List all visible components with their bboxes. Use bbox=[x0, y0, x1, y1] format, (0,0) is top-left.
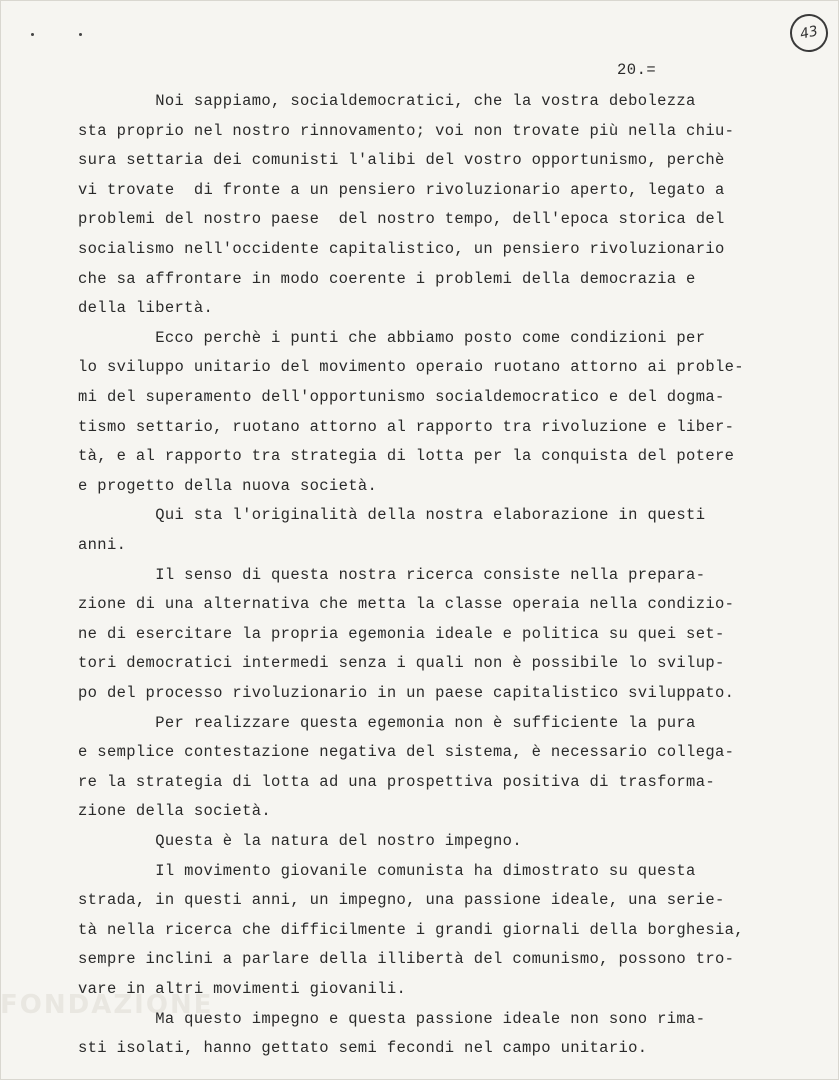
text-line: sta proprio nel nostro rinnovamento; voi non trovate più nella chiu- bbox=[78, 121, 735, 140]
text-line: tori democratici intermedi senza i quali non è possibile lo svilup- bbox=[78, 654, 725, 673]
text-line: tà, e al rapporto tra strategia di lotta per la conquista del potere bbox=[78, 447, 735, 466]
text-line: socialismo nell'occidente capitalistico, un pensiero rivoluzionario bbox=[78, 240, 725, 258]
text-line: Questa è la natura del nostro impegno. bbox=[78, 832, 522, 850]
text-line: ne di esercitare la propria egemonia ideale e politica su quei set- bbox=[78, 624, 725, 643]
text-line: Noi sappiamo, socialdemocratici, che la vostra debolezza bbox=[78, 92, 696, 110]
archive-page-stamp bbox=[786, 10, 831, 55]
text-line: Il movimento giovanile comunista ha dimostrato su questa bbox=[78, 861, 696, 880]
text-line: anni. bbox=[78, 536, 127, 554]
text-line: po del processo rivoluzionario in un paese capitalistico sviluppato. bbox=[78, 684, 735, 702]
page-number: 20.= bbox=[617, 61, 657, 79]
text-line: Qui sta l'originalità della nostra elaborazione in questi bbox=[78, 506, 706, 525]
archive-number: 43 bbox=[798, 23, 820, 43]
text-line: Ecco perchè i punti che abbiamo posto come condizioni per bbox=[78, 328, 706, 347]
text-line: della libertà. bbox=[78, 299, 214, 318]
text-line: che sa affrontare in modo coerente i problemi della democrazia e bbox=[78, 269, 696, 288]
text-line: sti isolati, hanno gettato semi fecondi nel campo unitario. bbox=[78, 1039, 648, 1058]
text-line: Il senso di questa nostra ricerca consiste nella prepara- bbox=[78, 565, 706, 584]
ink-speck bbox=[79, 33, 82, 36]
text-line: vare in altri movimenti giovanili. bbox=[78, 980, 407, 998]
text-line: zione della società. bbox=[78, 802, 272, 821]
text-line: e progetto della nuova società. bbox=[78, 476, 378, 495]
text-line: mi del superamento dell'opportunismo socialdemocratico e del dogma- bbox=[78, 388, 725, 406]
text-line: e semplice contestazione negativa del sistema, è necessario collega- bbox=[78, 743, 735, 762]
text-line: Ma questo impegno e questa passione ideale non sono rima- bbox=[78, 1009, 706, 1028]
text-line: sempre inclini a parlare della illibertà del comunismo, possono tro- bbox=[78, 950, 735, 969]
text-line: zione di una alternativa che metta la classe operaia nella condizio- bbox=[78, 595, 735, 614]
text-line: lo sviluppo unitario del movimento operaio ruotano attorno ai proble- bbox=[78, 358, 744, 377]
text-line: strada, in questi anni, un impegno, una passione ideale, una serie- bbox=[78, 891, 725, 910]
ink-speck bbox=[31, 33, 34, 36]
text-line: tismo settario, ruotano attorno al rapporto tra rivoluzione e liber- bbox=[78, 417, 735, 436]
text-line: sura settaria dei comunisti l'alibi del vostro opportunismo, perchè bbox=[78, 151, 725, 170]
text-line: tà nella ricerca che difficilmente i grandi giornali della borghesia, bbox=[78, 920, 744, 939]
text-line: Per realizzare questa egemonia non è sufficiente la pura bbox=[78, 713, 696, 732]
text-line: re la strategia di lotta ad una prospettiva positiva di trasforma- bbox=[78, 772, 715, 791]
archive-watermark: FONDAZIONE bbox=[0, 990, 214, 1020]
text-line: problemi del nostro paese del nostro tempo, dell'epoca storica del bbox=[78, 210, 725, 229]
text-line: vi trovate di fronte a un pensiero rivoluzionario aperto, legato a bbox=[78, 180, 725, 199]
